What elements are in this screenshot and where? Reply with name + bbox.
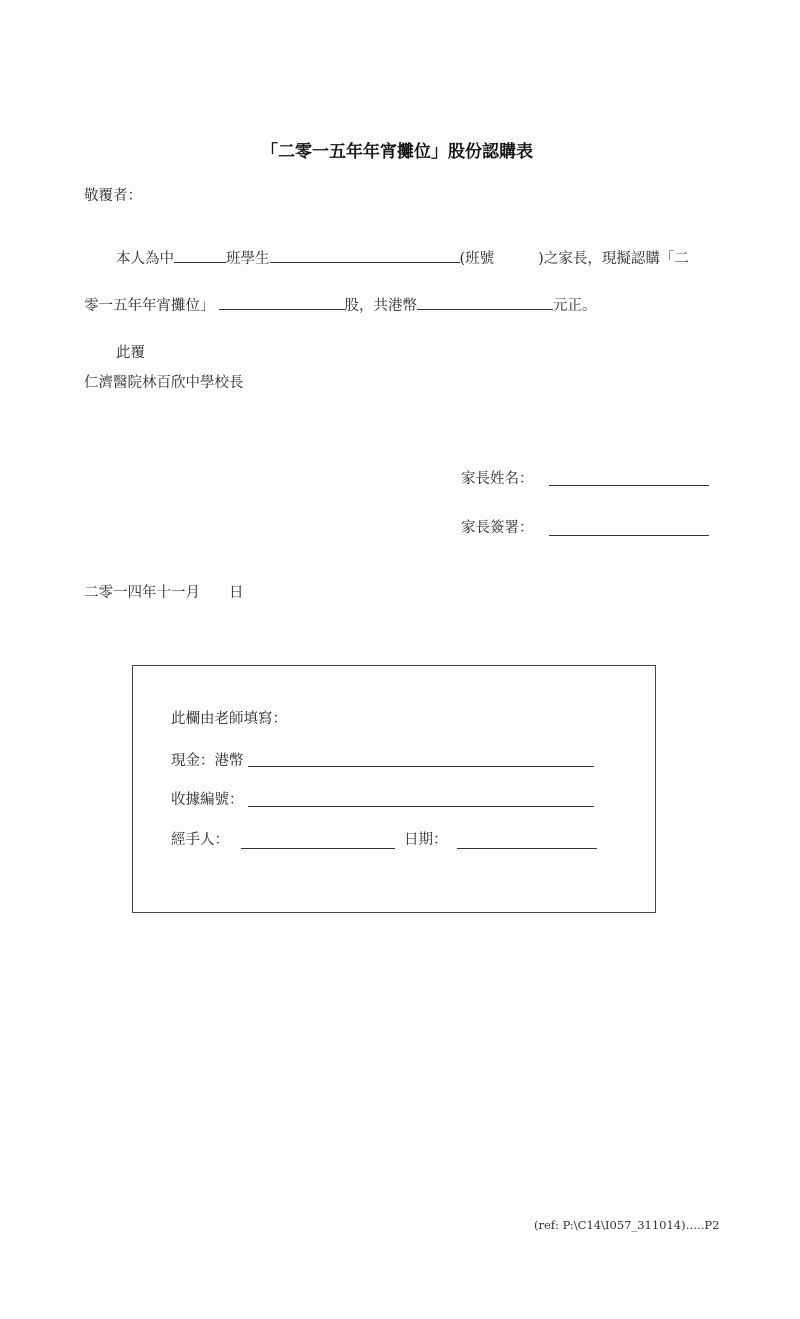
student-name-blank[interactable] (270, 261, 460, 263)
amount-blank[interactable] (417, 308, 553, 310)
teacher-section-box (132, 665, 656, 913)
shares-suffix-text: 股，共港幣 (344, 298, 417, 314)
body-line-1 (116, 252, 689, 267)
teacher-date-line[interactable] (457, 848, 597, 849)
parent-name-line[interactable] (549, 485, 709, 486)
class-blank[interactable] (174, 261, 226, 263)
body-line-2 (84, 299, 597, 314)
page-title: 「二零一五年年宵攤位」股份認購表 (261, 142, 533, 162)
receipt-label: 收據編號： (171, 792, 244, 808)
date-line: 二零一四年十一月 日 (84, 585, 244, 601)
shares-blank[interactable] (219, 308, 345, 310)
amount-suffix-text: 元正。 (553, 298, 597, 314)
cash-line[interactable] (248, 766, 594, 767)
intro-text: 本人為中 (116, 251, 174, 267)
receipt-line[interactable] (248, 806, 594, 807)
recipient: 仁濟醫院林百欣中學校長 (84, 375, 244, 391)
class-no-prefix-text: (班號 (459, 251, 495, 267)
parent-name-label: 家長姓名： (461, 471, 534, 487)
teacher-box-heading: 此欄由老師填寫： (171, 711, 287, 727)
cash-label: 現金：港幣 (171, 753, 244, 769)
handler-label: 經手人： (171, 832, 229, 848)
handler-line[interactable] (241, 848, 395, 849)
parent-signature-label: 家長簽署： (461, 520, 534, 536)
salutation: 敬覆者： (84, 188, 142, 204)
line2-prefix-text: 零一五年年宵攤位」 (84, 298, 215, 314)
guardian-suffix-text: )之家長，現擬認購「二 (538, 251, 689, 267)
reference-code: (ref: P:\C14\I057_311014)…..P2 (534, 1218, 720, 1232)
class-suffix-text: 班學生 (226, 251, 270, 267)
parent-signature-line[interactable] (549, 535, 709, 536)
teacher-date-label: 日期： (404, 832, 448, 848)
closing: 此覆 (116, 345, 145, 361)
